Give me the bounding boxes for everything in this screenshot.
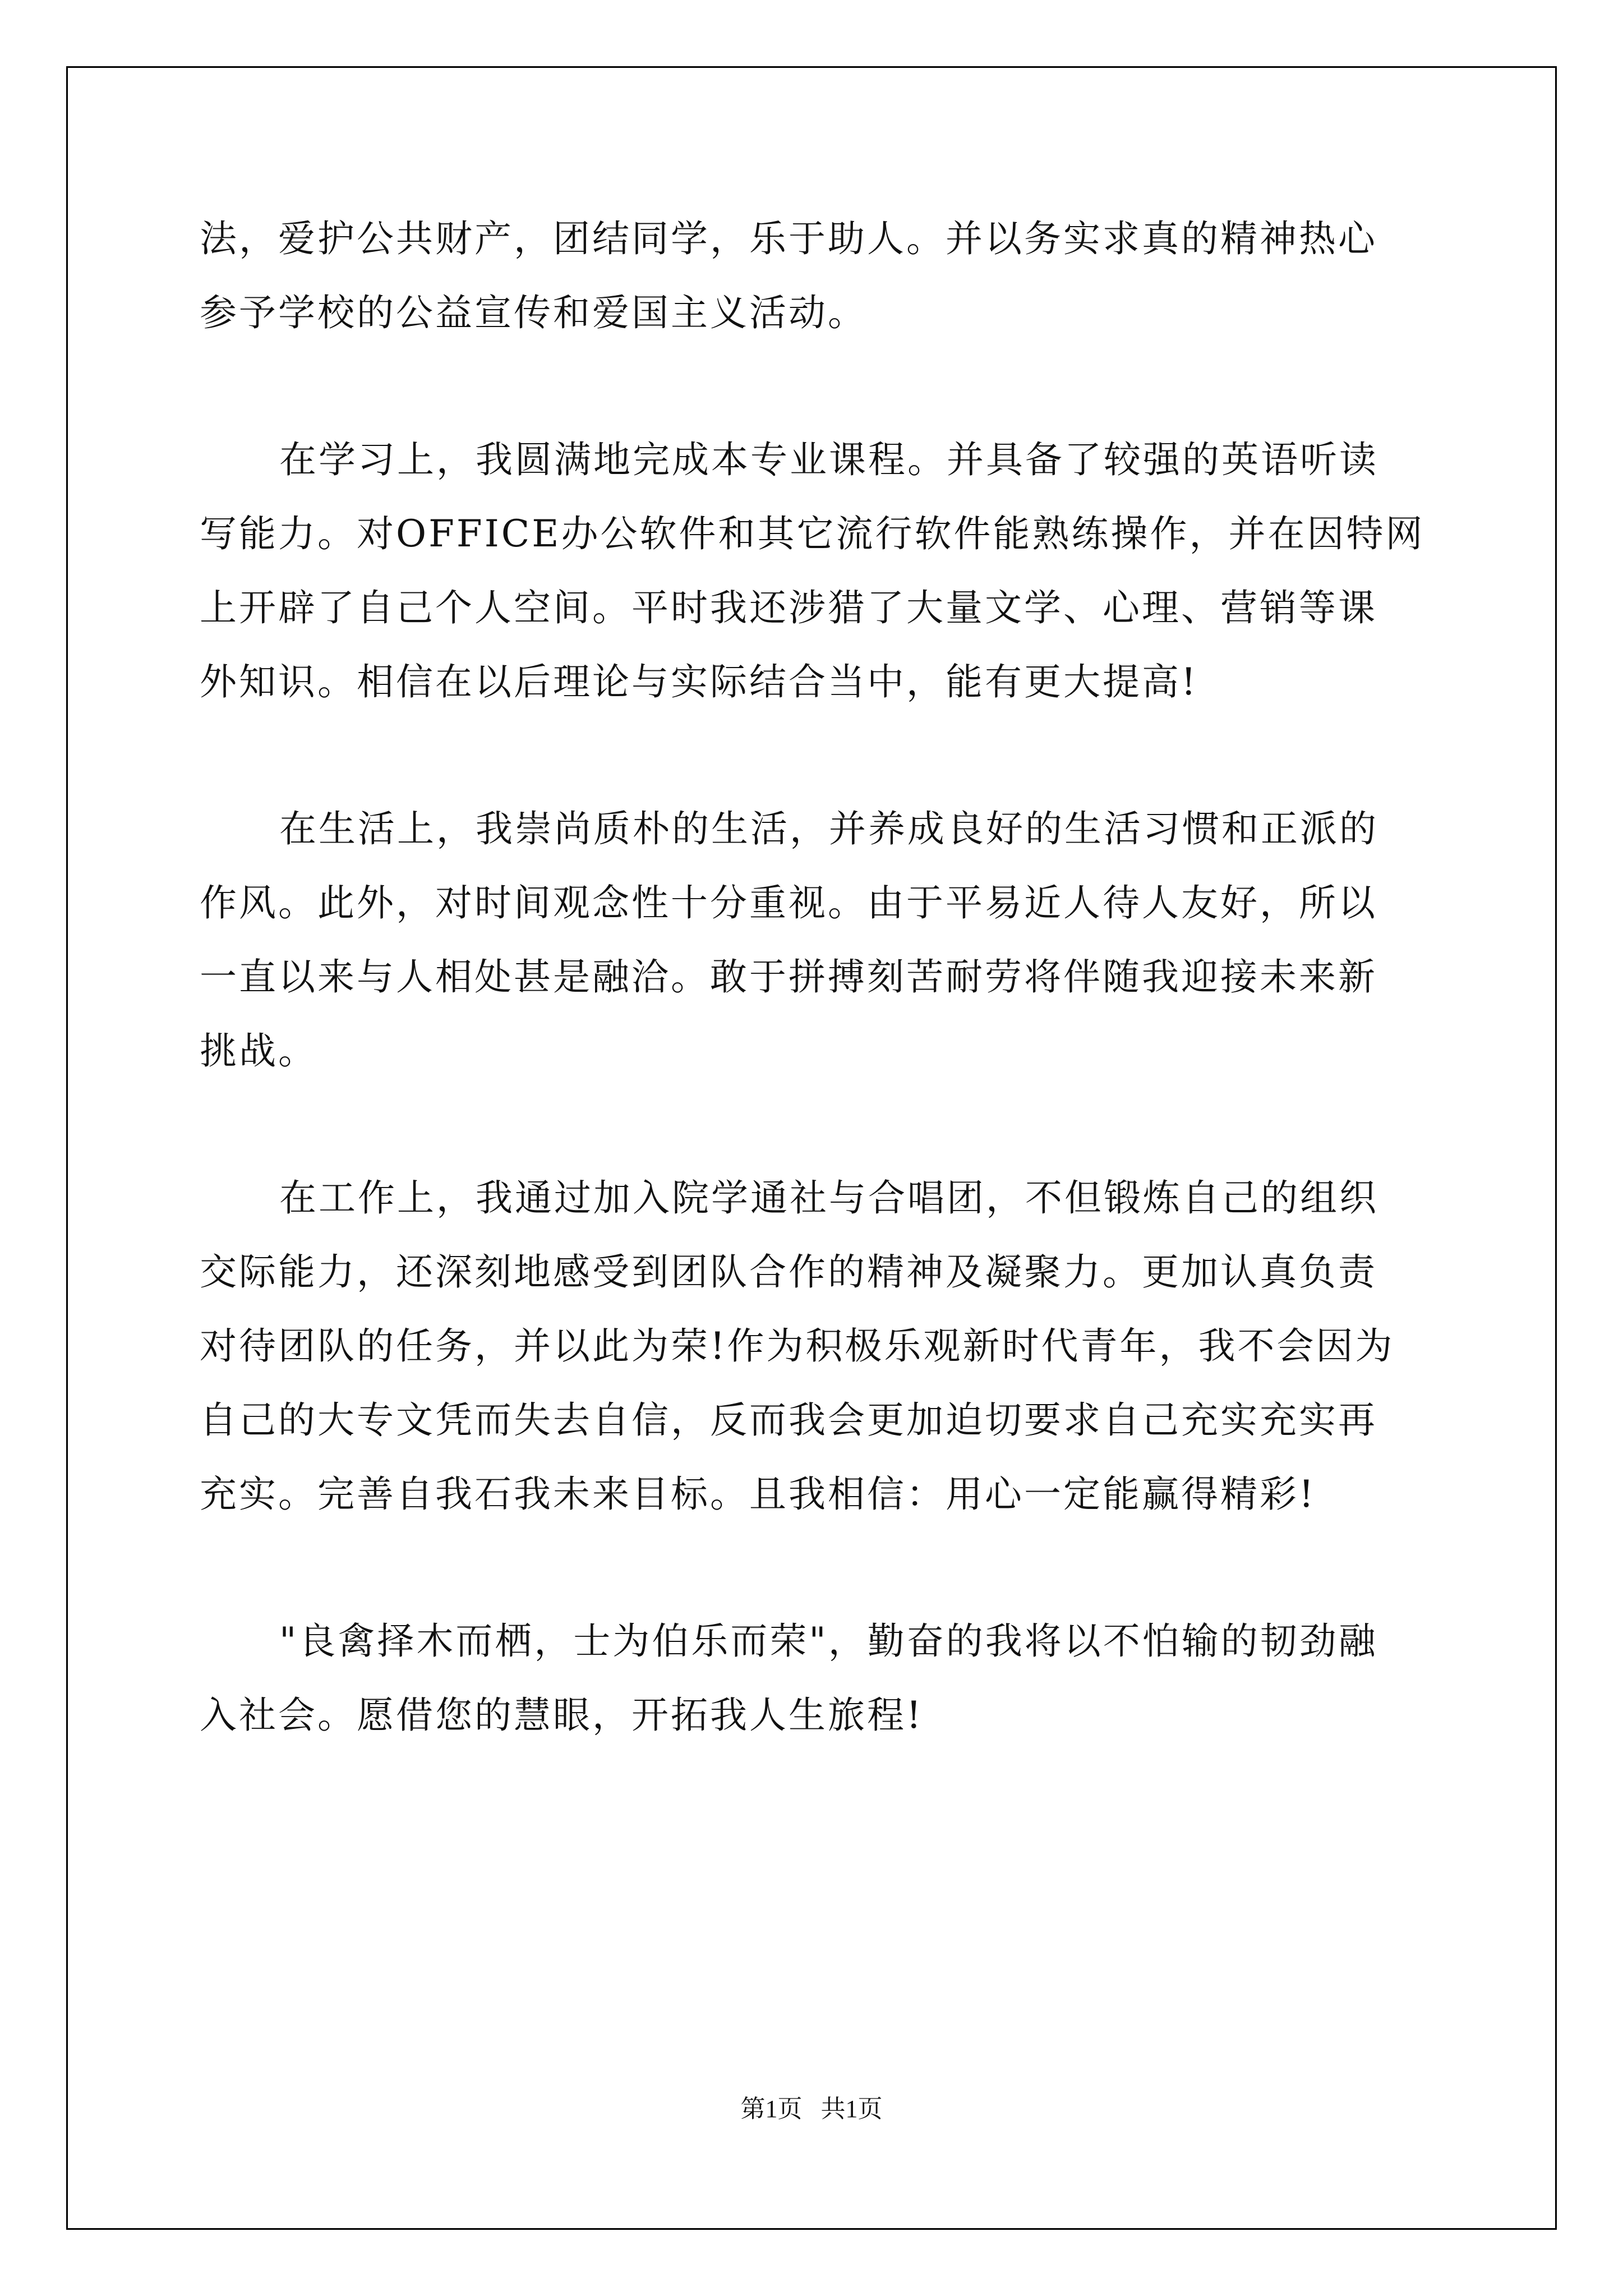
document-body [200, 202, 1433, 1752]
paragraph-line: 在工作上，我通过加入院学通社与合唱团，不但锻炼自己的组织 [279, 1176, 1378, 1220]
paragraph-line: 交际能力，还深刻地感受到团队合作的精神及凝聚力。更加认真负责 [200, 1250, 1377, 1294]
paragraph-line: 自己的大专文凭而失去自信，反而我会更加迫切要求自己充实充实再 [200, 1398, 1377, 1442]
paragraph-line: 参予学校的公益宣传和爱国主义活动。 [200, 291, 867, 334]
page-number-footer: 第1页 共1页 [740, 2095, 883, 2123]
paragraph-line: 上开辟了自己个人空间。平时我还涉猎了大量文学、心理、营销等课 [200, 586, 1377, 629]
paragraph-line: "良禽择木而栖，士为伯乐而荣"，勤奋的我将以不怕输的韧劲融 [279, 1619, 1378, 1663]
paragraph-line: 对待团队的任务，并以此为荣!作为积极乐观新时代青年，我不会因为 [200, 1324, 1395, 1368]
paragraph-line: 作风。此外，对时间观念性十分重视。由于平易近人待人友好，所以 [200, 881, 1377, 924]
paragraph-line: 挑战。 [200, 1029, 317, 1073]
paragraph-line: 外知识。相信在以后理论与实际结合当中，能有更大提高! [200, 660, 1198, 703]
paragraph-line: 充实。完善自我石我未来目标。且我相信：用心一定能赢得精彩! [200, 1473, 1316, 1516]
paragraph-line: 一直以来与人相处甚是融洽。敢于拼搏刻苦耐劳将伴随我迎接未来新 [200, 955, 1377, 999]
paragraph-line: 写能力。对OFFICE办公软件和其它流行软件能熟练操作，并在因特网 [200, 512, 1425, 555]
paragraph-line: 在学习上，我圆满地完成本专业课程。并具备了较强的英语听读 [279, 438, 1378, 481]
paragraph-line: 法，爱护公共财产，团结同学，乐于助人。并以务实求真的精神热心 [200, 217, 1377, 260]
paragraph-line: 入社会。愿借您的慧眼，开拓我人生旅程! [200, 1694, 924, 1737]
paragraph-line: 在生活上，我崇尚质朴的生活，并养成良好的生活习惯和正派的 [279, 807, 1378, 850]
